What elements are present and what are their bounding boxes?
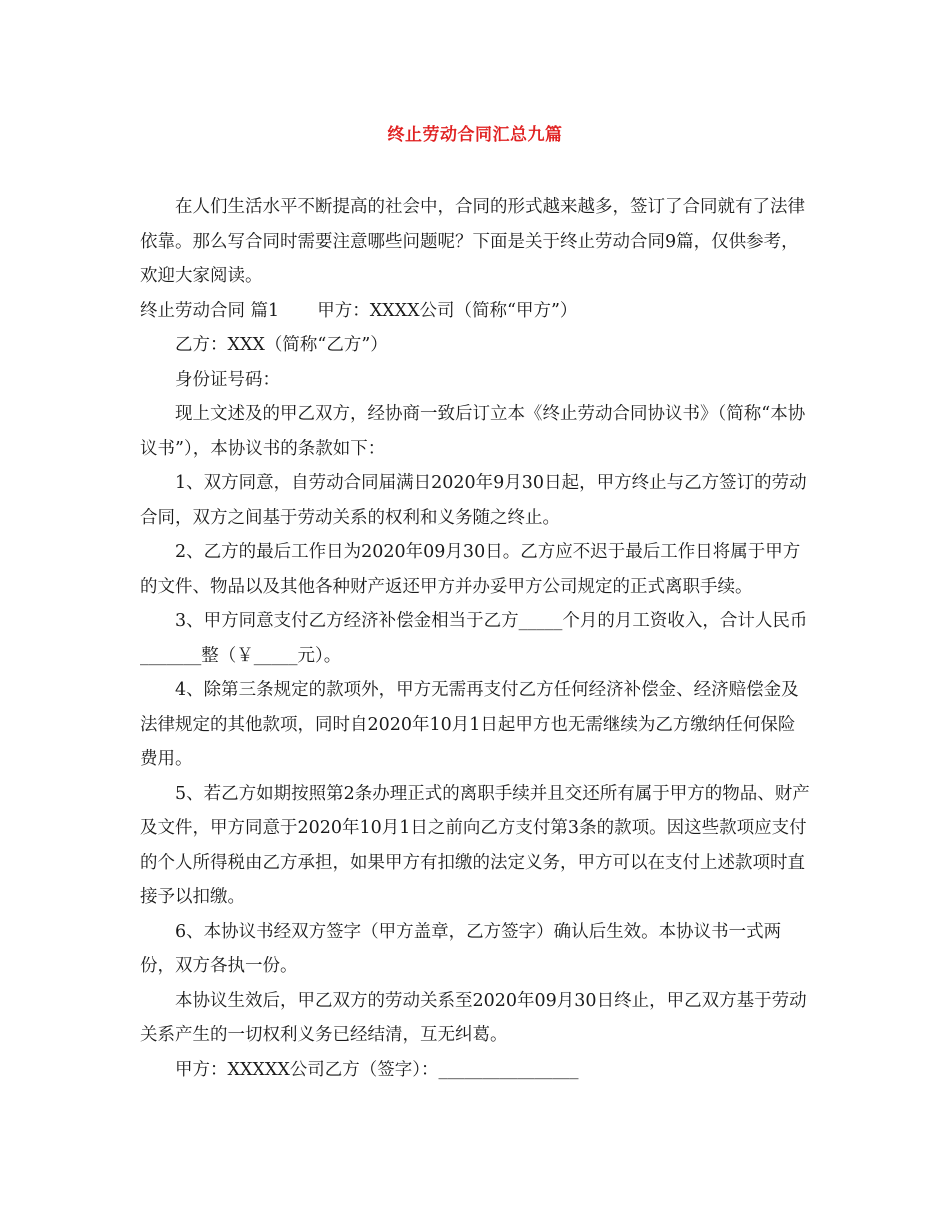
- section-heading-line: [140, 294, 812, 329]
- id-number-line: 身份证号码：: [175, 369, 280, 390]
- party-b-line: 乙方：XXX（简称“乙方”）: [175, 335, 388, 355]
- clause-6: 6、本协议书经双方签字（甲方盖章，乙方签字）确认后生效。本协议书一式两份，双方各执一份。: [140, 921, 782, 976]
- clause-5: 5、若乙方如期按照第2条办理正式的离职手续并且交还所有属于甲方的物品、财产及文件，甲方同意于2020年10月1日之前向乙方支付第3条的款项。因这些款项应支付的个人所得税由乙方承担，如果甲方有扣缴的法定义务，甲方可以在支付上述款项时直接予以扣缴。: [140, 783, 810, 907]
- document-body: [140, 190, 812, 1087]
- signature-line: 甲方：XXXXX公司乙方（签字）：________________: [175, 1059, 579, 1080]
- document-title: 终止劳动合同汇总九篇: [387, 125, 563, 145]
- clause-2: 2、乙方的最后工作日为2020年09月30日。乙方应不迟于最后工作日将属于甲方的文件、物品以及其他各种财产返还甲方并办妥甲方公司规定的正式离职手续。: [140, 542, 801, 597]
- section-heading: 终止劳动合同 篇1: [140, 300, 280, 321]
- clause-3: 3、甲方同意支付乙方经济补偿金相当于乙方_____个月的月工资收入，合计人民币_______整（￥_____元）。: [140, 611, 808, 666]
- intro-paragraph: 在人们生活水平不断提高的社会中，合同的形式越来越多，签订了合同就有了法律依靠。那么写合同时需要注意哪些问题呢？下面是关于终止劳动合同9篇，仅供参考，欢迎大家阅读。: [140, 197, 805, 286]
- preamble-paragraph: 现上文述及的甲乙双方，经协商一致后订立本《终止劳动合同协议书》（简称“本协议书”），本协议书的条款如下：: [140, 404, 806, 459]
- clause-4: 4、除第三条规定的款项外，甲方无需再支付乙方任何经济补偿金、经济赔偿金及法律规定的其他款项，同时自2020年10月1日起甲方也无需继续为乙方缴纳任何保险费用。: [140, 680, 799, 769]
- closing-paragraph: 本协议生效后，甲乙双方的劳动关系至2020年09月30日终止，甲乙双方基于劳动关系产生的一切权利义务已经结清，互无纠葛。: [140, 990, 807, 1045]
- clause-1: 1、双方同意，自劳动合同届满日2020年9月30日起，甲方终止与乙方签订的劳动合同，双方之间基于劳动关系的权利和义务随之终止。: [140, 473, 807, 528]
- party-a-line: 甲方：XXXX公司（简称“甲方”）: [317, 300, 578, 321]
